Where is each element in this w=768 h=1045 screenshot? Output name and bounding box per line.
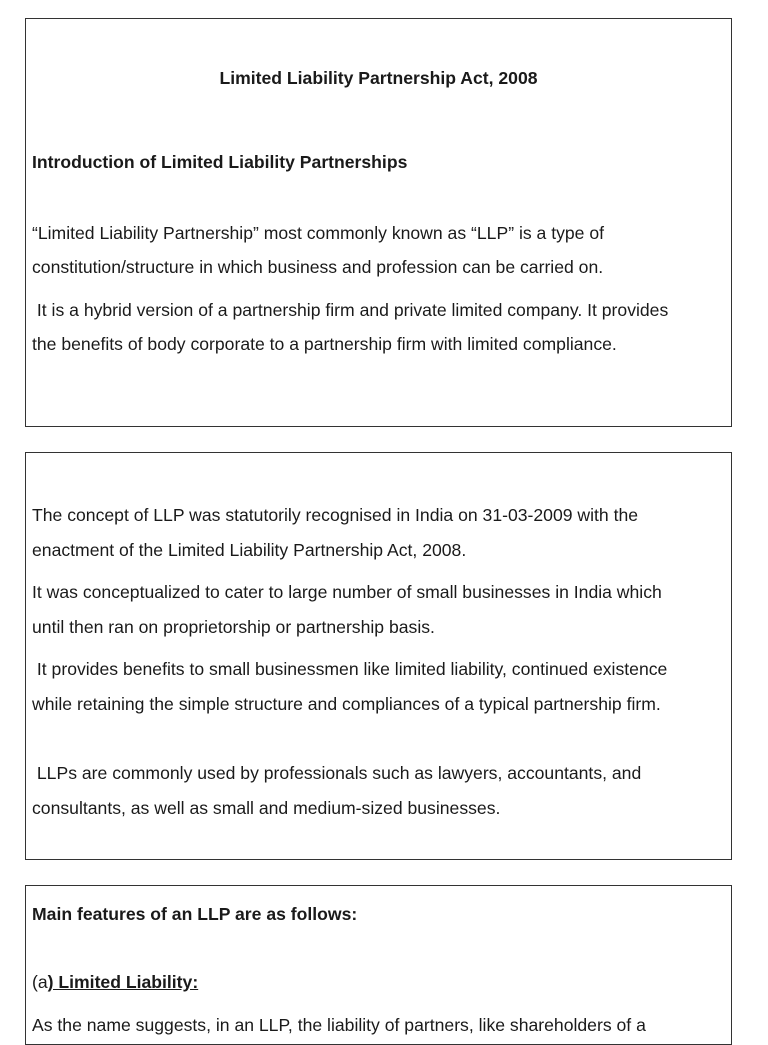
feature-item-a-line-1: As the name suggests, in an LLP, the liability of partners, like shareholders of a — [32, 1015, 646, 1035]
concept-section — [25, 452, 732, 860]
features-section — [25, 885, 732, 1045]
intro-paragraph-1-line-2: constitution/structure in which business and profession can be carried on. — [32, 257, 604, 277]
concept-paragraph-3-line-2: while retaining the simple structure and compliances of a typical partnership firm. — [32, 694, 661, 714]
concept-paragraph-2-line-2: until then ran on proprietorship or partnership basis. — [32, 617, 435, 637]
concept-paragraph-3-line-1: It provides benefits to small businessmen like limited liability, continued existence — [32, 659, 668, 679]
concept-paragraph-4-line-2: consultants, as well as small and medium-sized businesses. — [32, 798, 501, 818]
concept-paragraph-4-line-1: LLPs are commonly used by professionals such as lawyers, accountants, and — [32, 763, 642, 783]
concept-paragraph-1-line-2: enactment of the Limited Liability Partnership Act, 2008. — [32, 540, 467, 560]
intro-paragraph-1-line-1: “Limited Liability Partnership” most commonly known as “LLP” is a type of — [32, 223, 605, 243]
concept-paragraph-2-line-1: It was conceptualized to cater to large number of small businesses in India which — [32, 582, 662, 602]
document-title: Limited Liability Partnership Act, 2008 — [219, 68, 538, 88]
intro-paragraph-2-line-2: the benefits of body corporate to a partnership firm with limited compliance. — [32, 334, 617, 354]
features-heading: Main features of an LLP are as follows: — [32, 904, 358, 924]
feature-item-a-prefix: (a — [32, 972, 48, 992]
feature-item-a-label: ) Limited Liability: — [47, 972, 199, 992]
intro-section — [25, 18, 732, 427]
intro-heading: Introduction of Limited Liability Partnerships — [32, 152, 408, 172]
feature-item-a-heading — [32, 971, 198, 993]
intro-paragraph-2-line-1: It is a hybrid version of a partnership firm and private limited company. It provides — [32, 300, 669, 320]
concept-paragraph-1-line-1: The concept of LLP was statutorily recognised in India on 31-03-2009 with the — [32, 505, 639, 525]
